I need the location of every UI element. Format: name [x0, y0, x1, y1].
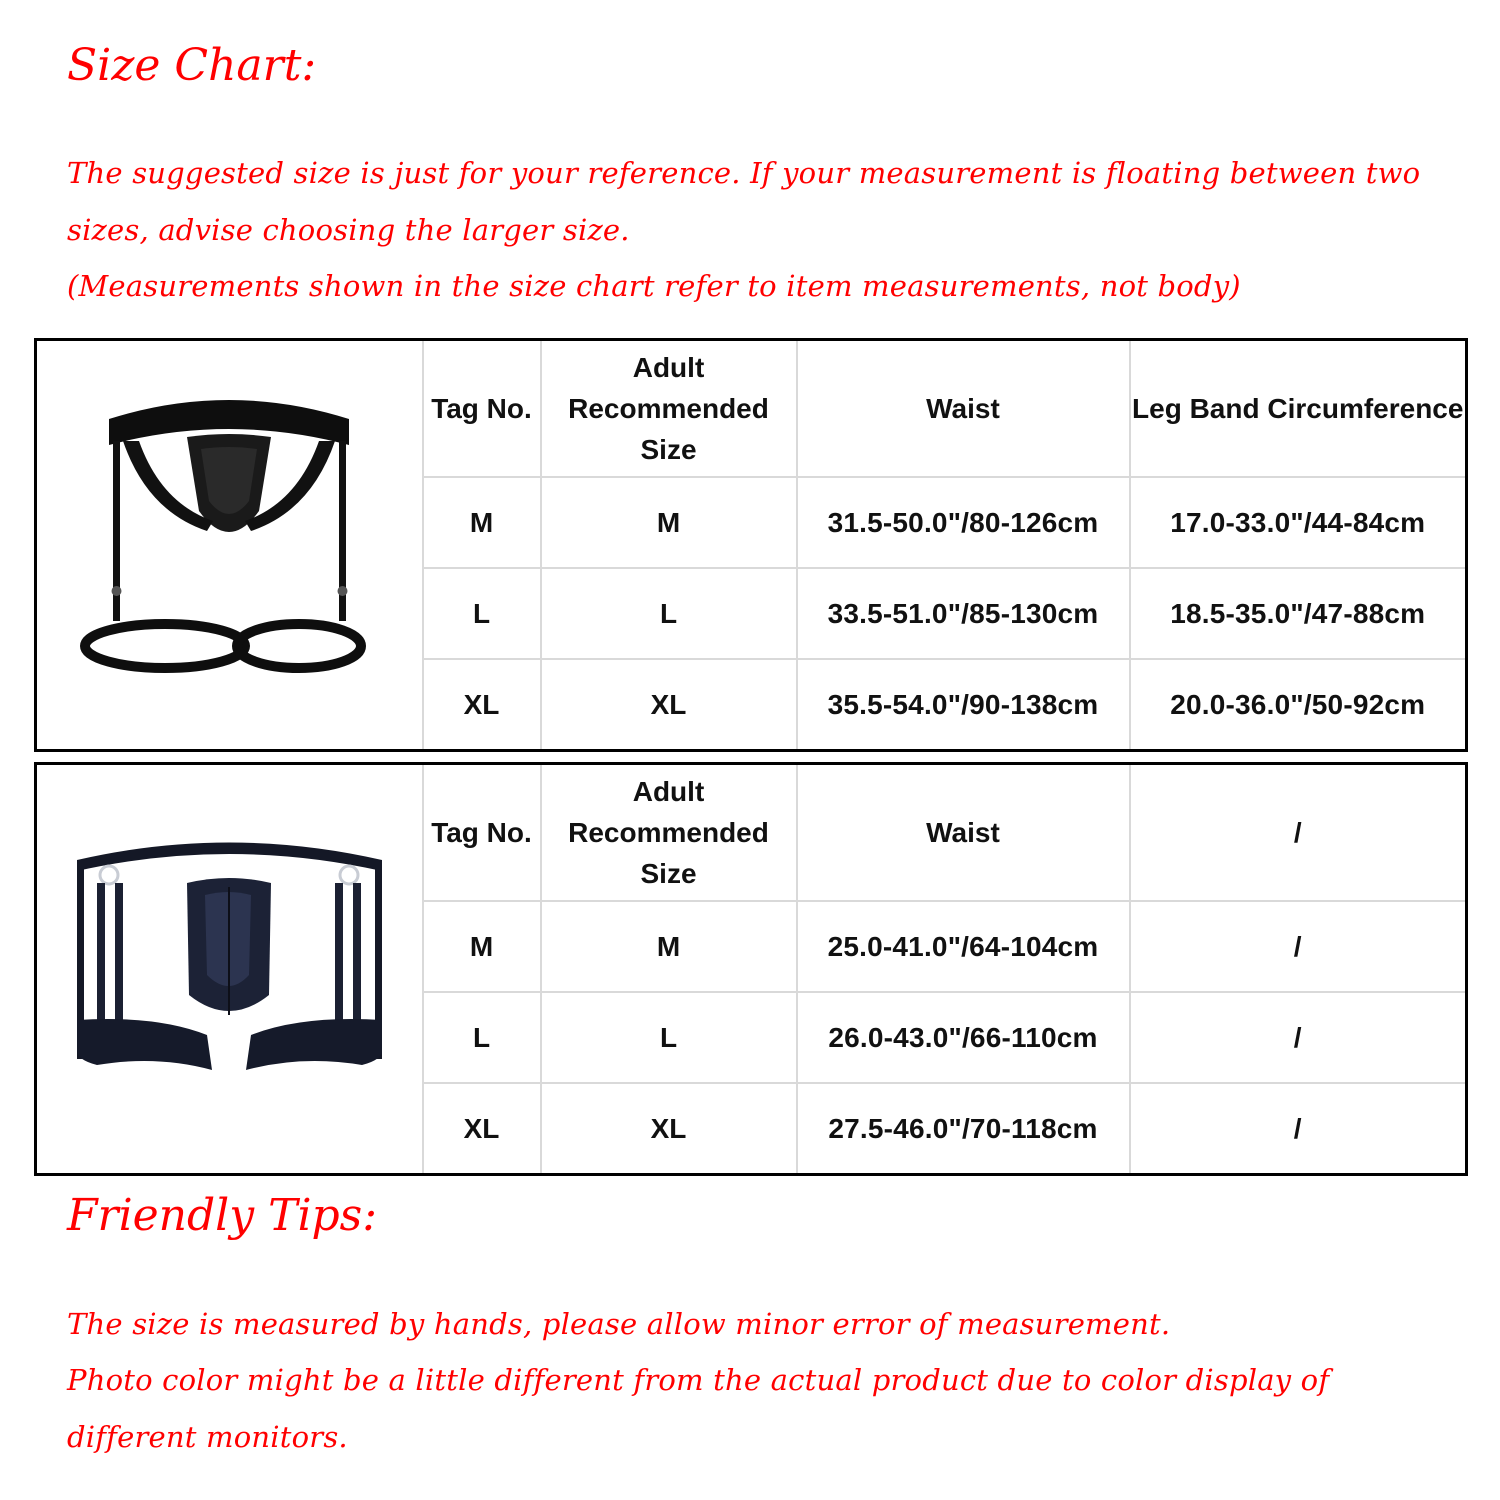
cell-adult-size: M — [541, 901, 797, 992]
cell-tag: XL — [423, 659, 541, 750]
header-tag-no: Tag No. — [423, 764, 541, 902]
cell-adult-size: XL — [541, 659, 797, 750]
product-image-cage-jockstrap — [36, 764, 423, 1175]
size-table-jockstrap — [34, 762, 1468, 1176]
cell-adult-size: M — [541, 477, 797, 568]
cell-extra: / — [1130, 901, 1467, 992]
cell-waist: 26.0-43.0"/66-110cm — [797, 992, 1130, 1083]
product-image-garter-jockstrap — [36, 340, 423, 751]
cell-waist: 35.5-54.0"/90-138cm — [797, 659, 1130, 750]
cell-extra: / — [1130, 992, 1467, 1083]
cell-leg-band: 18.5-35.0"/47-88cm — [1130, 568, 1467, 659]
size-note-line-1: The suggested size is just for your reference. If your measurement is floating between two — [67, 156, 1421, 190]
tips-line-1: The size is measured by hands, please allow minor error of measurement. — [67, 1307, 1171, 1341]
cell-waist: 27.5-46.0"/70-118cm — [797, 1083, 1130, 1174]
size-chart-title: Size Chart: — [67, 40, 317, 91]
cell-adult-size: L — [541, 992, 797, 1083]
size-table-garter — [34, 338, 1468, 752]
tips-line-3: different monitors. — [67, 1420, 348, 1454]
cell-tag: XL — [423, 1083, 541, 1174]
cell-adult-size: L — [541, 568, 797, 659]
header-leg-band: Leg Band Circumference — [1130, 340, 1467, 478]
friendly-tips-title: Friendly Tips: — [67, 1190, 378, 1241]
size-note-line-3: (Measurements shown in the size chart refer to item measurements, not body) — [67, 269, 1241, 303]
size-note-line-2: sizes, advise choosing the larger size. — [67, 213, 630, 247]
header-adult-size: Adult Recommended Size — [541, 764, 797, 902]
cell-adult-size: XL — [541, 1083, 797, 1174]
cell-waist: 31.5-50.0"/80-126cm — [797, 477, 1130, 568]
cell-leg-band: 20.0-36.0"/50-92cm — [1130, 659, 1467, 750]
tips-line-2: Photo color might be a little different from the actual product due to color display of — [67, 1363, 1330, 1397]
table-header-row — [36, 764, 1467, 902]
cell-extra: / — [1130, 1083, 1467, 1174]
header-adult-size: Adult Recommended Size — [541, 340, 797, 478]
cell-tag: M — [423, 901, 541, 992]
header-waist: Waist — [797, 764, 1130, 902]
cage-jockstrap-illustration — [37, 765, 424, 1162]
garter-jockstrap-illustration — [37, 341, 424, 738]
cell-leg-band: 17.0-33.0"/44-84cm — [1130, 477, 1467, 568]
cell-waist: 25.0-41.0"/64-104cm — [797, 901, 1130, 992]
cell-tag: L — [423, 992, 541, 1083]
cell-waist: 33.5-51.0"/85-130cm — [797, 568, 1130, 659]
header-extra: / — [1130, 764, 1467, 902]
cell-tag: M — [423, 477, 541, 568]
cell-tag: L — [423, 568, 541, 659]
header-tag-no: Tag No. — [423, 340, 541, 478]
table-header-row — [36, 340, 1467, 478]
header-waist: Waist — [797, 340, 1130, 478]
